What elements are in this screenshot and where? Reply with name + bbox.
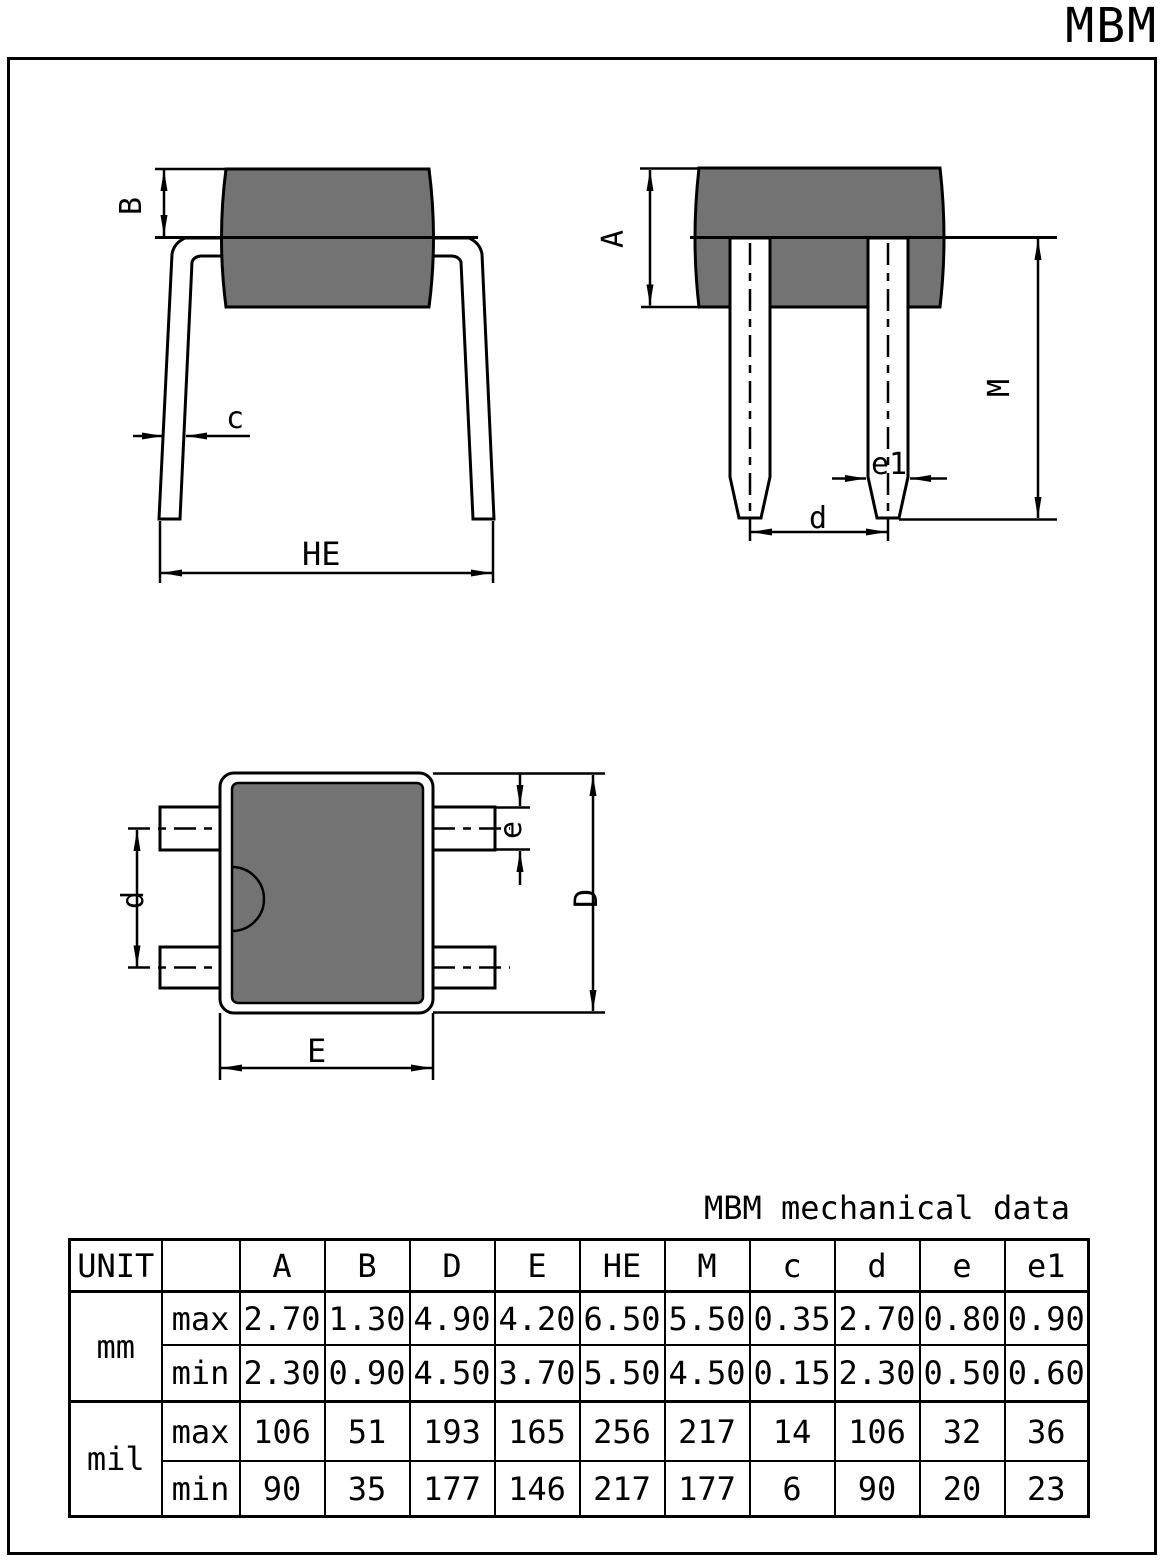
value-cell: 6 [750,1461,835,1517]
value-cell: 23 [1005,1461,1089,1517]
top-dim-d-label: d [116,890,151,909]
col-header-c: c [750,1240,835,1292]
value-cell: 106 [835,1402,920,1462]
value-cell: 4.20 [495,1292,580,1346]
value-cell: 2.30 [835,1345,920,1402]
value-cell: 0.90 [325,1345,410,1402]
col-header-E: E [495,1240,580,1292]
col-header-A: A [240,1240,325,1292]
top-view [116,773,605,1080]
value-cell: 177 [665,1461,750,1517]
value-cell: 0.80 [920,1292,1005,1346]
front-view [114,169,494,583]
value-cell: 14 [750,1402,835,1462]
side-view [596,168,1057,543]
limit-cell: max [162,1402,240,1462]
value-cell: 177 [410,1461,495,1517]
value-cell: 20 [920,1461,1005,1517]
value-cell: 0.60 [1005,1345,1089,1402]
col-header-e1: e1 [1005,1240,1089,1292]
value-cell: 217 [665,1402,750,1462]
table-row-mil-min [70,1461,1089,1517]
unit-cell-mil: mil [70,1402,162,1517]
value-cell: 106 [240,1402,325,1462]
front-dim-c-label: c [226,401,245,436]
top-dim-E-label: E [307,1032,327,1070]
value-cell: 2.70 [240,1292,325,1346]
top-dim-e-label: e [494,820,529,839]
top-dim-D-label: D [567,888,605,908]
col-header-B: B [325,1240,410,1292]
value-cell: 217 [580,1461,665,1517]
mechanical-data-table [68,1238,1090,1518]
value-cell: 165 [495,1402,580,1462]
value-cell: 193 [410,1402,495,1462]
page-title: MBM [1065,0,1158,54]
value-cell: 90 [240,1461,325,1517]
side-dim-m-label: M [982,378,1017,397]
front-dim-he-label: HE [302,535,341,573]
table-title: MBM mechanical data [703,1189,1070,1227]
value-cell: 51 [325,1402,410,1462]
value-cell: 3.70 [495,1345,580,1402]
value-cell: 36 [1005,1402,1089,1462]
side-dim-d-label: d [809,501,828,536]
value-cell: 35 [325,1461,410,1517]
front-dim-b-label: B [114,196,149,215]
value-cell: 146 [495,1461,580,1517]
value-cell: 4.50 [410,1345,495,1402]
unit-header-cell: UNIT [70,1240,162,1292]
value-cell: 2.70 [835,1292,920,1346]
value-cell: 4.90 [410,1292,495,1346]
table-row-mm-max [70,1292,1089,1346]
top-body [232,783,423,1003]
table-row-mil-max [70,1402,1089,1462]
side-dim-a-label: A [596,229,631,248]
table-row-mm-min [70,1345,1089,1402]
value-cell: 32 [920,1402,1005,1462]
value-cell: 0.90 [1005,1292,1089,1346]
col-header-D: D [410,1240,495,1292]
value-cell: 256 [580,1402,665,1462]
front-left-lead [159,238,229,519]
limit-header-cell [162,1240,240,1292]
side-dim-e1-label: e1 [871,447,908,482]
value-cell: 0.15 [750,1345,835,1402]
table-header-row [70,1240,1089,1292]
col-header-d: d [835,1240,920,1292]
limit-cell: max [162,1292,240,1346]
value-cell: 0.35 [750,1292,835,1346]
limit-cell: min [162,1345,240,1402]
value-cell: 4.50 [665,1345,750,1402]
col-header-M: M [665,1240,750,1292]
value-cell: 2.30 [240,1345,325,1402]
value-cell: 5.50 [580,1345,665,1402]
value-cell: 1.30 [325,1292,410,1346]
col-header-e: e [920,1240,1005,1292]
col-header-HE: HE [580,1240,665,1292]
value-cell: 0.50 [920,1345,1005,1402]
unit-cell-mm: mm [70,1292,162,1402]
value-cell: 90 [835,1461,920,1517]
limit-cell: min [162,1461,240,1517]
front-right-lead [424,238,494,519]
value-cell: 6.50 [580,1292,665,1346]
value-cell: 5.50 [665,1292,750,1346]
